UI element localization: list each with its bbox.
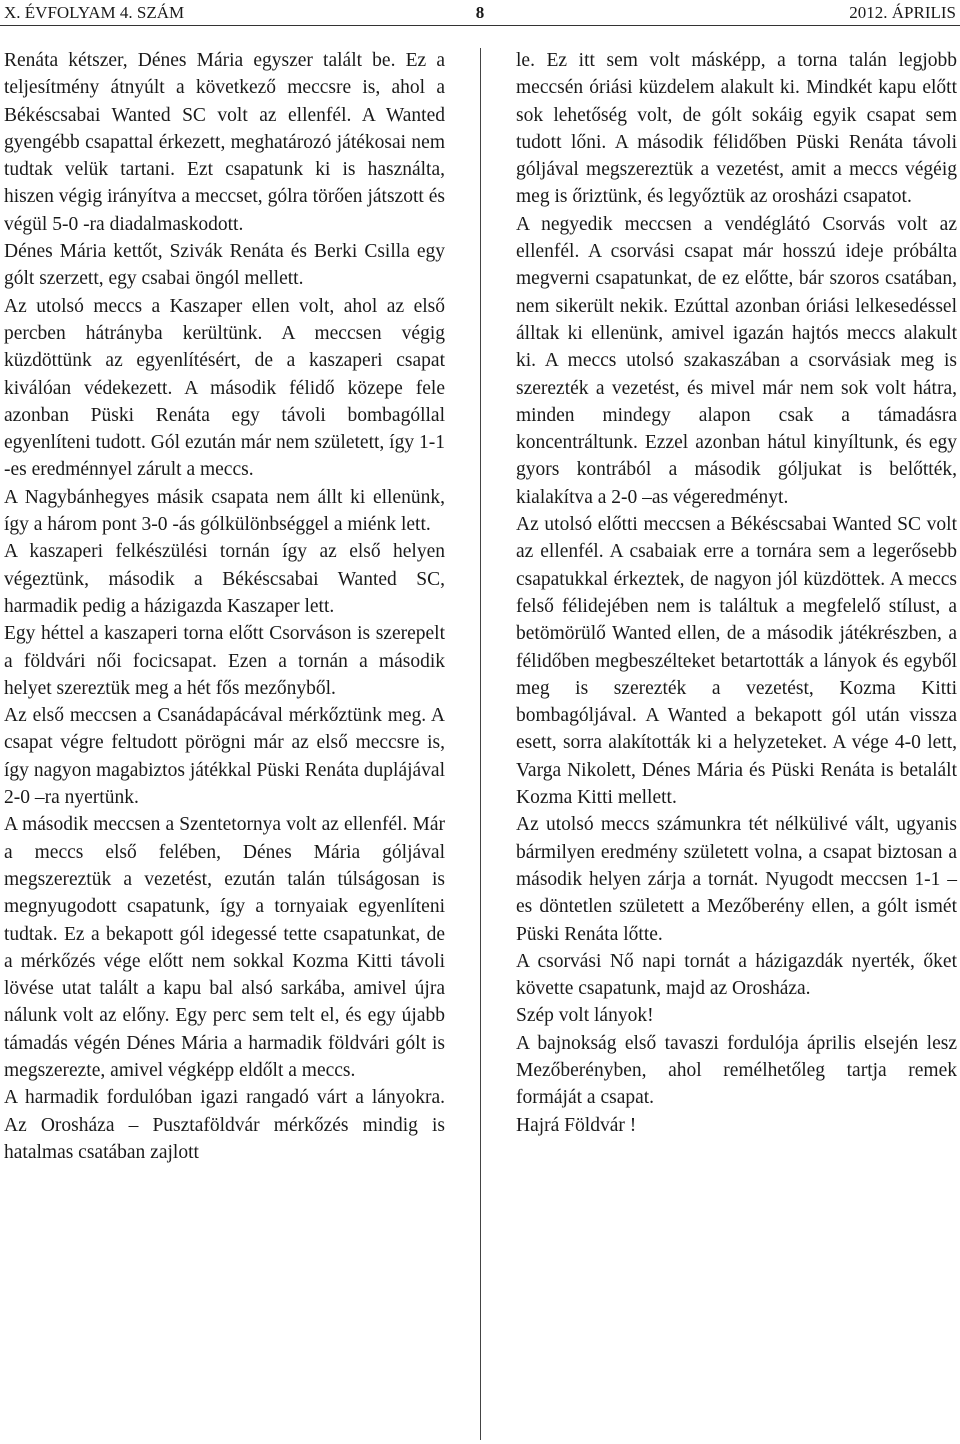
volume-label: X. ÉVFOLYAM 4. SZÁM	[4, 3, 185, 22]
paragraph: A harmadik fordulóban igazi rangadó várt a lányokra. Az Orosháza – Pusztaföldvár mérkőzés mindig is hatalmas csatában zajlott	[4, 1087, 445, 1163]
header-divider	[0, 25, 960, 26]
paragraph: Dénes Mária kettőt, Szivák Renáta és Berki Csilla egy gólt szerzett, egy csabai öngól mellett.	[4, 241, 445, 290]
paragraph: A második meccsen a Szentetornya volt az ellenfél. Már a meccs első felében, Dénes Mária góljával megszereztük a vezetést, ezután talán túlságosan is megnyugodott csapatunk, így a tornyaiak egyenlíteni tudtak. Ez a bekapott gól idegessé tette csapatunkat, de a mérkőzés vége előtt nem sokkal Kozma Kitti távoli lövése utat talált a kapu bal alsó sarkába, amivel újra nálunk volt az előny. Egy perc sem telt el, és egy újabb támadás végén Dénes Mária a harmadik földvári gólt is megszerezte, amivel végképp eldőlt a meccs.	[4, 814, 445, 1081]
left-column	[4, 47, 445, 1166]
paragraph: A negyedik meccsen a vendéglátó Csorvás volt az ellenfél. A csorvási csapat már hosszú ideje próbálta megverni csapatunkat, de ez előtte, bár szoros csatában, nem sikerült nekik. Ezúttal azonban óriási lelkesedéssel álltak ki ellenünk, amivel igazán hajtós meccs alakult ki. A meccs utolsó szakaszában a csorvásiak meg is szerezték a vezetést, és mivel már nem sok volt hátra, minden mindegy alapon csak a támadásra koncentráltunk. Ezzel azonban hátul kinyíltunk, és egy gyors kontrából a második góljukat is belőtték, kialakítva a 2-0 –as végeredményt.	[516, 213, 957, 508]
paragraph: A kaszaperi felkészülési tornán így az első helyen végeztünk, második a Békéscsabai Wanted SC, harmadik pedig a házigazda Kaszaper lett.	[4, 541, 445, 617]
paragraph: Az utolsó meccs számunkra tét nélkülivé vált, ugyanis bármilyen eredmény született volna, a csapat biztosan a második helyen zárja a tornát. Nyugodt meccsen 1-1 –es döntetlen született a Mezőberény ellen, a gólt ismét Püski Renáta lőtte.	[516, 814, 957, 945]
paragraph: Az első meccsen a Csanádapácával mérkőztünk meg. A csapat végre feltudott pörögni már az első meccsre is, így nagyon magabiztos játékkal Püski Renáta duplájával 2-0 –ra nyertünk.	[4, 705, 445, 809]
paragraph: Az utolsó előtti meccsen a Békéscsabai Wanted SC volt az ellenfél. A csabaiak erre a tornára sem a legerősebb csapatukkal érkeztek, de nagyon jól küzdöttek. A meccs felső félidejében nem is találtuk a megfelelő stílust, a betömörülő Wanted ellen, de a második játékrészben, a félidőben megbeszélteket betartották a lányok és egyből meg is szerezték a vezetést, Kozma Kitti bombagóljával. A Wanted a bekapott gól után vissza esett, sorra alakították ki a helyzeteket. A vége 4-0 lett, Varga Nikolett, Dénes Mária és Püski Renáta is betalált Kozma Kitti mellett.	[516, 514, 957, 809]
paragraph: A csorvási Nő napi tornát a házigazdák nyerték, őket követte csapatunk, majd az Orosháza.	[516, 950, 957, 1000]
paragraph: Szép volt lányok!	[516, 1005, 654, 1027]
paragraph: A bajnokság első tavaszi fordulója április elsején lesz Mezőberényben, ahol remélhetőleg tartja remek formáját a csapat.	[516, 1032, 957, 1109]
right-column	[516, 47, 957, 1139]
paragraph: A Nagybánhegyes másik csapata nem állt ki ellenünk, így a három pont 3-0 -ás gólkülönbséggel a miénk lett.	[4, 486, 445, 536]
paragraph: Hajrá Földvár !	[516, 1114, 637, 1136]
paragraph: le. Ez itt sem volt másképp, a torna talán legjobb meccsén óriási küzdelem alakult ki. Mindkét kapu előtt sok lehetőség volt, de gólt sokáig egyik csapat sem tudott lőni. A második félidőben Püski Renáta távoli góljával megszereztük a vezetést, amit a meccs végéig meg is őriztünk, és legyőztük az orosházi csapatot.	[516, 50, 957, 208]
page-number: 8	[475, 3, 485, 22]
paragraph: Egy héttel a kaszaperi torna előtt Csorváson is szerepelt a földvári női focicsapat. Ezen a tornán a második helyet szereztük meg a hét fős mezőnyből.	[4, 623, 445, 699]
page-header	[0, 0, 960, 24]
paragraph: Az utolsó meccs a Kaszaper ellen volt, ahol az első percben hátrányba kerültünk. A meccsen végig küzdöttünk az egyenlítésért, de a kaszaperi csapat kiválóan védekezett. A második félidő közepe fele azonban Püski Renáta egy távoli bombagóllal egyenlíteni tudott. Gól ezután már nem született, így 1-1 -es eredménnyel zárult a meccs.	[4, 295, 445, 481]
issue-date: 2012. ÁPRILIS	[849, 3, 956, 22]
paragraph: Renáta kétszer, Dénes Mária egyszer talált be. Ez a teljesítmény átnyúlt a következő meccsre is, ahol a Békéscsabai Wanted SC volt az ellenfél. A Wanted gyengébb csapattal érkezett, meghatározó játékosai nem tudtak velük tartani. Ezt csapatunk ki is használta, hiszen végig irányítva a meccset, gólra törően játszott és végül 5-0 -ra diadalmaskodott.	[4, 50, 445, 235]
column-divider	[480, 48, 481, 1440]
